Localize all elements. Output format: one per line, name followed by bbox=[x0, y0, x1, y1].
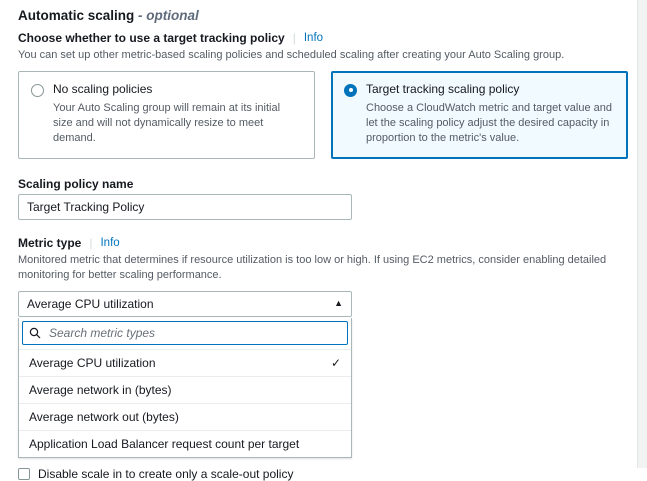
metric-type-selected-value: Average CPU utilization bbox=[27, 296, 154, 311]
scaling-policy-options bbox=[18, 71, 630, 159]
disable-scale-in-checkbox[interactable] bbox=[18, 468, 30, 480]
option-no-scaling-policies-description: Your Auto Scaling group will remain at its initial size and will not dynamically resize to meet demand. bbox=[53, 102, 281, 145]
metric-type-search-input[interactable] bbox=[47, 325, 341, 341]
chevron-up-icon[interactable]: ▲ bbox=[334, 298, 343, 309]
metric-type-label: Metric type bbox=[18, 235, 82, 250]
page-title bbox=[18, 8, 630, 23]
metric-type-option-label: Average network out (bytes) bbox=[29, 409, 179, 424]
option-target-tracking-scaling-policy[interactable] bbox=[331, 71, 628, 159]
metric-type-option-label: Average CPU utilization bbox=[29, 355, 156, 370]
info-link-scaling-policy[interactable]: Info bbox=[303, 32, 324, 44]
option-no-scaling-policies-title: No scaling policies bbox=[53, 81, 153, 96]
info-link-metric-type[interactable]: Info bbox=[100, 236, 120, 249]
metric-type-description: Monitored metric that determines if resource utilization is too low or high. If using EC2 metrics, consider enabling detailed monitoring for better scaling performance. bbox=[18, 253, 607, 281]
disable-scale-in-label[interactable]: Disable scale in to create only a scale-out policy bbox=[38, 466, 294, 481]
metric-type-select-wrapper bbox=[18, 291, 352, 451]
option-no-scaling-policies[interactable] bbox=[18, 71, 315, 159]
automatic-scaling-section bbox=[18, 8, 630, 481]
section-title-optional: - optional bbox=[134, 8, 199, 23]
disable-scale-in-row bbox=[18, 467, 630, 481]
metric-type-select[interactable] bbox=[18, 291, 352, 317]
metric-type-field bbox=[18, 235, 630, 451]
scaling-policy-name-label-row bbox=[18, 177, 630, 191]
option-no-scaling-policies-text bbox=[53, 82, 302, 146]
section-title-text: Automatic scaling bbox=[18, 8, 135, 23]
metric-type-option-alb-request-count-per-target[interactable] bbox=[19, 430, 351, 457]
scaling-policy-name-field bbox=[18, 177, 630, 220]
option-target-tracking-text bbox=[366, 82, 615, 146]
metric-type-label-row bbox=[18, 236, 630, 250]
metric-type-search-row bbox=[19, 318, 351, 349]
policy-choice-description: You can set up other metric-based scaling policies and scheduled scaling after creating your Auto Scaling group. bbox=[18, 49, 565, 61]
option-target-tracking-description: Choose a CloudWatch metric and target value and let the scaling policy adjust the desired capacity in proportion to the metric's value. bbox=[366, 102, 613, 145]
radio-no-scaling-policies[interactable] bbox=[31, 84, 44, 97]
metric-type-dropdown bbox=[18, 318, 352, 458]
metric-type-option-label: Application Load Balancer request count per target bbox=[29, 436, 300, 451]
label-divider: | bbox=[292, 31, 296, 45]
scaling-policy-name-input[interactable] bbox=[18, 194, 352, 220]
metric-type-search-box[interactable] bbox=[22, 321, 348, 345]
check-icon: ✓ bbox=[330, 355, 341, 370]
option-target-tracking-title: Target tracking scaling policy bbox=[366, 81, 520, 96]
scaling-policy-name-label: Scaling policy name bbox=[18, 176, 134, 191]
search-icon bbox=[29, 327, 41, 339]
metric-type-option-average-network-in[interactable] bbox=[19, 376, 351, 403]
policy-choice-label-row bbox=[18, 31, 630, 45]
page-right-rail bbox=[637, 0, 647, 468]
policy-choice-label: Choose whether to use a target tracking policy bbox=[18, 31, 285, 45]
radio-target-tracking-scaling-policy[interactable] bbox=[344, 84, 357, 97]
metric-type-option-average-cpu-utilization[interactable] bbox=[19, 349, 351, 376]
metric-type-option-average-network-out[interactable] bbox=[19, 403, 351, 430]
metric-type-label-divider: | bbox=[89, 235, 93, 250]
metric-type-option-label: Average network in (bytes) bbox=[29, 382, 172, 397]
